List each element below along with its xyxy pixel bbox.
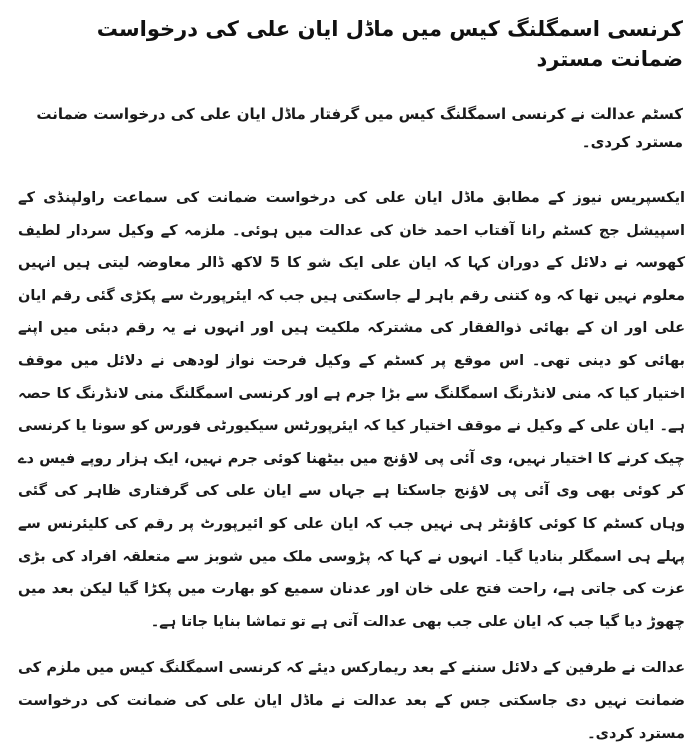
article-paragraph-1: ایکسپریس نیوز کے مطابق ماڈل ایان علی کی درخواست ضمانت کی سماعت راولپنڈی کے اسپیشل جج کسٹم رانا آفتاب احمد خان کی عدالت میں ہوئی۔ ملزمہ کے وکیل سردار لطیف کھوسہ نے دلائل کے دوران کہا کہ ایان علی ایک شو کا 5 لاکھ ڈالر معاوضہ لیتی ہیں انہیں معلوم نہیں تھا کہ وہ کتنی رقم باہر لے جاسکتی ہیں جب کہ ایئرپورٹ سے پکڑی گئی رقم ایان علی اور ان کے بھائی ذوالفقار کی مشترکہ ملکیت ہیں اور انہوں نے یہ رقم دبئی میں اپنے بھائی کو دینی تھی۔ اس موقع پر کسٹم کے وکیل فرحت نواز لودھی نے دلائل میں موقف اختیار کیا کہ منی لانڈرنگ اسمگلنگ سے بڑا جرم ہے اور کرنسی اسمگلنگ منی لانڈرنگ کا حصہ ہے۔ ایان علی کے وکیل نے موقف اختیار کیا کہ ایئرپورٹس سیکیورٹی فورس کو سونا یا کرنسی چیک کرنے کا اختیار نہیں، وی آئی پی لاؤنج میں بیٹھنا کوئی جرم نہیں، ایک ہزار روپے فیس دے کر کوئی بھی وی آئی پی لاؤنج جاسکتا ہے جہاں سے ایان علی کی گرفتاری ظاہر کی گئی وہاں کسٹم کا کوئی کاؤنٹر ہی نہیں جب کہ ایان علی کو ائیرپورٹ پر رقم کی کلیئرنس سے پہلے ہی اسمگلر بنادیا گیا۔ انہوں نے کہا کہ پڑوسی ملک میں شوبز سے متعلقہ افراد کی بڑی عزت کی جاتی ہے، راحت فتح علی خان اور عدنان سمیع کو بھارت میں پکڑا گیا لیکن بعد میں چھوڑ دیا گیا جب کہ ایان علی جب بھی عدالت آتی ہے تو تماشا بنایا جاتا ہے۔ [18,190,686,630]
article-paragraph-2: عدالت نے طرفین کے دلائل سننے کے بعد ریمارکس دیئے کہ کرنسی اسمگلنگ کیس میں ملزم کی ضمانت نہیں دی جاسکتی جس کے بعد عدالت نے ماڈل ایان علی کی ضمانت کی درخواست مسترد کردی۔ [18,660,685,742]
article-lead: کسٹم عدالت نے کرنسی اسمگلنگ کیس میں گرفتار ماڈل ایان علی کی درخواست ضمانت مسترد کردی۔ [36,105,683,151]
article-headline: کرنسی اسمگلنگ کیس میں ماڈل ایان علی کی درخواست ضمانت مسترد [96,17,683,71]
